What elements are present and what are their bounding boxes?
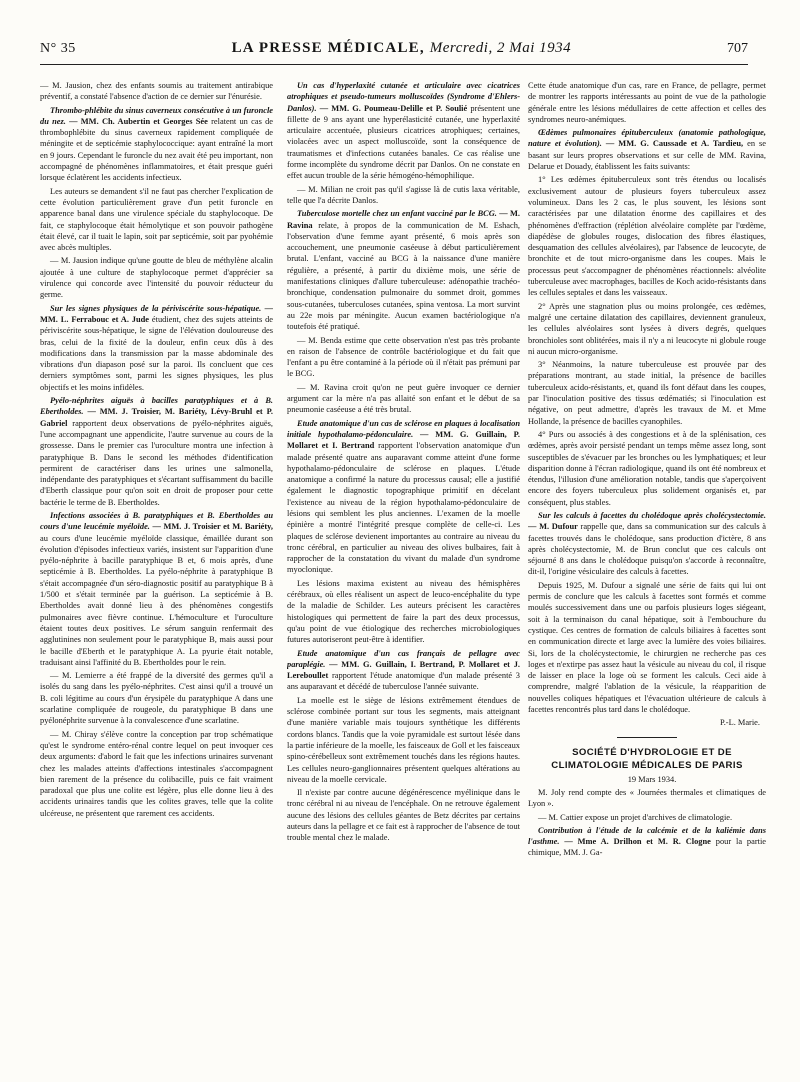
numbered-paragraph: 2° Après une stagnation plus ou moins prolongée, ces œdèmes, malgré une certaine dilatation des capillaires, deviennent granuleux, les cellules alvéolaires sont lysées à divers degrés, quelques bronchioles sont oblitérées, mais il n'y a ni leucocyte ni globule rouge ni aucun micro-organisme.	[528, 301, 766, 356]
paragraph: — M. Chiray s'élève contre la conception par trop schématique qu'est le syndrome entéro-rénal contre lequel on peut invoquer ces deux arguments: d'abord le fait que les infections urinaires survenant chez les malades atteints d'affections intestinales s'accompagnent bien rarement de la présence du colibacille, puis ce fait vraiment paradoxal que plus une colite est légère, plus elle donne lieu à des accidents urinaires tandis que les colites graves, telle que la colite ulcéreuse, ne présentent que rarement ces accidents.	[40, 729, 273, 818]
section-entry	[287, 648, 520, 693]
section-entry	[528, 825, 766, 859]
paragraph: — M. Benda estime que cette observation n'est pas très probante en raison de l'absence de contrôle bactériologique et du fait que l'enfant a pu être contaminé à la période où il n'était pas prémuni par le BCG.	[287, 335, 520, 379]
section-text: au cours d'une leucémie myéloïde classique, émaillée durant son évolution d'épisodes infectieux variés, insistent sur l'apparition d'une pyélo-néphrite à bacille paratyphique B et, 6 mois après, d'une septicémie à B. Ebertholdes. La pyélo-néphrite à paratyphique B s'était accompagnée d'un séro-diagnostic positif au paratyphique B à 1/500 et s'était terminée par la guérison. La septicémie à B. Ebertholdes avait donné lieu à des phénomènes congestifs pulmonaires avec fièvre continue. L'hémoculture et l'uroculture étaient toutes deux positives. Le sérum sanguin renfermait des agglutinines non seulement pour le paratyphique B, mais aussi pour le bacille d'Eberth et le paratyphique A. La pyurie était notable, traduisant ainsi l'affinité du B. Ebertholdes pour le rein.	[40, 533, 273, 667]
section-authors: — MM. Ch. Aubertin et Georges Sée	[69, 116, 208, 126]
section-title: Etude anatomique d'un cas français de pellagre avec paraplégie.	[287, 648, 520, 669]
paragraph: Il n'existe par contre aucune dégénérescence myélinique dans le tronc cérébral ni au niveau de l'encéphale. On ne retrouve également aucune des lésions des cellules géantes de Betz décrites par certains auteurs dans la pellagre et ce fait est à rapprocher de l'absence de tout trouble mental chez le malade.	[287, 788, 520, 843]
paragraph: — M. Cattier expose un projet d'archives de climatologie.	[538, 812, 733, 822]
section-text: étudient, chez des sujets atteints de périviscérite sous-hépatique, le signe de l'élévation douloureuse des bras, celui de la fixité de la douleur, enfin ceux dûs à des modifications dans la transmission par la masse abdominale des vibrations d'un diapason posé sur la paroi. Ils concluent que ces derniers symptômes sont, parmi les signes physiques, les plus objectifs et les moins infidèles.	[40, 314, 273, 392]
section-authors: — MM. G. Guillain, I. Bertrand, P. Mollaret et J. Lereboullet	[287, 659, 520, 681]
section-entry	[40, 303, 273, 393]
section-entry	[40, 510, 273, 668]
section-entry	[287, 80, 520, 182]
section-divider	[617, 737, 677, 738]
session-date: 19 Mars 1934.	[627, 774, 677, 784]
section-authors: — Mme A. Drilhon et M. R. Clogne	[564, 837, 711, 847]
section-text: rappelle que, dans sa communication sur des calculs à facettes trouvés dans le cholédoque, sans production d'ictère, 8 ans après cholécystectomie, M. de Brun conclut que ces calculs ont séjourné 8 ans dans le cholédoque puisqu'on s'accorde à reconnaître, dit-il, l'origine vésiculaire des calculs à facettes.	[528, 522, 766, 577]
section-title: Sur les calculs à facettes du cholédoque après cholécystectomie.	[538, 510, 766, 520]
section-entry	[40, 395, 273, 508]
paragraph: Les lésions maxima existent au niveau des hémisphères cérébraux, où elles réalisent un aspect de leuco-encéphalite du type de la maladie de Schilder. Les auteurs précisent les caractères histologiques qui permettent de faire la part des deux processus, qu'au point de vue étiologique des recherches microbiologiques futures autoriseront peut-être à identifier.	[287, 578, 520, 645]
section-authors: — MM. J. Troisier, M. Bariéty, Lévy-Bruhl et P. Gabriel	[40, 407, 273, 428]
paragraph: La moelle est le siège de lésions extrêmement étendues de sclérose combinée portant sur tous les segments, mais atteignant d'une manière variable mais toujours synthétique les différents cordons blancs. Tandis que la voie pyramidale est surtout lésée dans la partie inférieure de la moelle, les faisceaux de Goll et les faisceaux spino-cérébelleux sont extrêmement touchés dans les régions hautes. Les cellules neuro-ganglionnaires présentent quelques altérations au niveau de la moelle cervicale.	[287, 695, 520, 784]
signature: P.-L. Marie.	[719, 718, 760, 728]
section-title: Pyélo-néphrites aiguës à bacilles paratyphiques et à B. Ebertholdes.	[40, 396, 273, 417]
paragraph: Cette étude anatomique d'un cas, rare en France, de pellagre, permet de montrer les rapports intéressants au point de vue de la pathologie générale entre les lésions médullaires de cette affection et celles des syndromes neuro-anémiques.	[528, 81, 766, 124]
section-title: Thrombo-phlébite du sinus caverneux consécutive à un furoncle du nez.	[40, 105, 273, 126]
section-title: Etude anatomique d'un cas de sclérose en plaques à localisation initiale hypothalamo-pédonculaire.	[287, 418, 520, 439]
section-text: rapportent deux observations de pyélo-néphrites aiguës, l'une accompagnant une appendicite, l'autre survenue au cours de la grossesse. Dans le premier cas l'uroculture montra une infection à paratyphique B. Dans le second les méthodes d'identification permirent de caractériser dans les urines une salmonella, indépendante des paratyphiques et s'écartant suffisamment du bacille d'Eberth classique pour qu'on soit en droit de proposer pour cette bactérie le terme de B. Ebertholdes.	[40, 418, 273, 507]
section-title: Un cas d'hyperlaxité cutanée et articulaire avec cicatrices atrophiques et pseudo-tumeurs molluscoïdes (Syndrome d'Ehlers-Danlos).	[287, 81, 520, 113]
section-title: Contribution à l'étude de la calcémie et de la kaliémie dans l'asthme.	[528, 825, 766, 847]
section-text: présentent une fillette de 9 ans ayant une hyperélasticité cutanée, une hyperlaxité articulaire accentuée, plusieurs cicatrices atrophiques; certaines, violacées avec un aspect molluscoïde, sont la conséquence de traumatismes et d'infections cutanées banales. Ce cas réalise une forme incomplète du syndrome décrit par Danlos. On ne constate en effet aucun trouble de la série hémogéno-hémophilique.	[287, 103, 520, 181]
numbered-paragraph: 1° Les œdèmes épituberculeux sont très étendus ou localisés exclusivement autour de plusieurs foyers tuberculeux assez volumineux. Dans les 2 cas, le plus souvent, les lésions sont caractérisées par une dilatation énorme des capillaires et des phénomènes d'effraction (réplétion alvéolaire complète par l'œdème, diapédèse de globules rouges, dislocation des fibres élastiques, desquamation des cellules alvéolaires), par l'absence de leucocyte, de bronchite et de tout micro-organisme dans les coupes. Mais le processus peut s'accompagner de phénomènes réactionnels: alvéolite tuberculeuse avec macrophages, bacilles de Koch acido-résistants dans les cellules septales et dans les vaisseaux.	[528, 175, 766, 298]
column-middle	[287, 80, 520, 1070]
section-text: rapportent l'observation anatomique d'un malade présenté quatre ans auparavant comme atteint d'une forme hypothalamo-pédonculaire de sclérose en plaques. L'étude anatomique a confirmé la nature du processus causal; elle a justifié également le diagnostic topographique primitif en décelant l'existence au niveau de la région hypothalamo-pédonculaire de lésions qui semblent les plus anciennes. L'examen de la moelle épinière a montré l'intégrité presque complète de celle-ci. Les plaques de sclérose devienent importantes au contraire au niveau du tronc cérébral, en particulier au niveau des olives bulbaires, fait à rapprocher de la constatation du vivant du malade d'un syndrome myoclonique.	[287, 441, 520, 575]
section-text: relate, à propos de la communication de M. Eshach, l'observation d'une femme ayant présenté, 6 mois après son accouchement, une pneumonie caséeuse à début particulièrement brutal. L'enfant, vacciné au BCG à la naissance d'une manière régulière, a présenté, à partir du dixième mois, une série de manifestations cliniques d'allure tuberculeuse: adénopathie trachéo-bronchique, condensation pulmonaire du sommet droit, gommes sous-cutanées, tuberculoses cutanées, spina ventosa. La mort survint au 22e mois par méningite. Aucun examen bactériologique n'a toutefois été pratiqué.	[287, 220, 520, 332]
paragraph: — M. Jausion, chez des enfants soumis au traitement antirabique préventif, a constaté l'absence d'action de ce dernier sur l'énurésie.	[40, 81, 273, 102]
section-title: Sur les signes physiques de la périviscérite sous-hépatique.	[50, 303, 262, 313]
paragraph: Les auteurs se demandent s'il ne faut pas chercher l'explication de cette évolution particulièrement grave d'un petit furoncle en apparence banal dans une virulence spéciale du staphylocoque. De fait, ce staphylocoque était hémolytique et son pouvoir pathogène était élevé, car il tuait le lapin, soit par septicémie, soit par pyohémie avec abcès multiples.	[40, 186, 273, 253]
section-entry	[40, 105, 273, 184]
journal-title	[232, 40, 572, 57]
paragraph: — M. Jausion indique qu'une goutte de bleu de méthylène alcalin ajoutée à une culture de staphylocoque permet d'apprécier sa virulence qui concorde avec l'intensité du pouvoir réducteur du germe.	[40, 256, 273, 300]
section-text: rapportent l'étude anatomique d'un malade présenté 3 ans auparavant et décédé de tuberculose l'année suivante.	[287, 671, 520, 692]
paragraph: — M. Lemierre a été frappé de la diversité des germes qu'il a isolés du sang dans les pyélo-néphrites. C'est ainsi qu'il a trouvé un B. coli légitime au cours d'un érysipèle du paratyphique A dans une scarlatine compliquée de rougeole, du paratyphique B dans une pyélonéphrite survenue à la convalescence d'une scarlatine.	[40, 671, 273, 726]
section-entry	[287, 418, 520, 576]
section-authors: — MM. G. Caussade et A. Tardieu,	[605, 139, 744, 149]
section-title: Infections associées à B. paratyphiques et B. Ebertholdes au cours d'une leucémie myéloïde.	[40, 510, 273, 532]
journal-name: LA PRESSE MÉDICALE,	[231, 40, 425, 56]
page-number: 707	[727, 41, 748, 56]
section-authors: — M. Ravina	[287, 209, 520, 230]
numbered-paragraph: 3° Néanmoins, la nature tuberculeuse est prouvée par des préparations montrant, au stade initial, la présence de bacilles tuberculeux acido-résistants, et, quand ils font défaut dans les coupes, par l'inoculation positive des tissus œdématiés; si l'inoculation est négative, on peut admettre, d'après les travaux de M. et Mme Hollande, la présence de bacilles cyanophiles.	[528, 360, 766, 426]
section-title: Tuberculose mortelle chez un enfant vacciné par le BCG.	[297, 209, 497, 219]
header-rule	[40, 64, 748, 65]
section-text: en se basant sur leurs propres observations et sur celle de MM. Ravina, Delarue et Douady, établissent les faits suivants:	[528, 139, 766, 172]
section-title: Œdèmes pulmonaires épituberculeux (anatomie pathologique, nature et évolution).	[528, 128, 766, 149]
section-entry	[528, 127, 766, 172]
section-authors: — M. Dufour	[528, 522, 578, 532]
section-authors: — MM. G. Poumeau-Delille et P. Soulié	[319, 103, 468, 113]
section-entry	[528, 510, 766, 578]
paragraph: — M. Ravina croit qu'on ne peut guère invoquer ce dernier argument car la mère n'a pas allaité son enfant et le début de sa pneumonie caséeuse a été très brutal.	[287, 382, 520, 415]
section-text: relatent un cas de thrombophlébite du sinus caverneux rapidement compliquée de méningite et de septicémie staphylococcique: ayant entraîné la mort en 9 jours. Cependant le furoncle du nez avait été peu important, non accompagné de phénomènes inflammatoires, et était presque guéri lorsque éclatèrent les accidents infectieux.	[40, 116, 273, 183]
society-heading: SOCIÉTÉ D'HYDROLOGIE ET DE CLIMATOLOGIE MÉDICALES DE PARIS	[551, 746, 743, 771]
paragraph: — M. Milian ne croit pas qu'il s'agisse là de cutis laxa véritable, telle que l'a décrite Danlos.	[287, 184, 520, 205]
section-entry	[287, 208, 520, 332]
section-authors: — MM. J. Troisier et M. Bariéty,	[152, 522, 273, 532]
column-left	[40, 80, 273, 1070]
issue-date: Mercredi, 2 Mai 1934	[429, 40, 572, 56]
issue-number: N° 35	[40, 41, 76, 56]
numbered-paragraph: 4° Purs ou associés à des congestions et à de la splénisation, ces œdèmes, après avoir persisté pendant un temps même assez long, sont susceptibles de s'évacuer par les bronches ou les lymphatiques; et leur disparition donne à l'écran radiologique, quand ils ont été nombreux et étendus, l'illusion d'une amélioration notable, tandis que s'aperçoivent encore des foyers tuberculeux plus solidement organisés et, par conséquent, plus stables.	[528, 429, 766, 507]
section-authors: — MM. G. Guillain, P. Mollaret et I. Bertrand	[287, 429, 520, 451]
section-authors: — MM. L. Ferrabouc et A. Jude	[40, 303, 273, 324]
paragraph: Depuis 1925, M. Dufour a signalé une série de faits qui lui ont permis de conclure que les calculs à facettes sont formés et comme moulés successivement dans une ou parfois plusieurs loges siégeant, soit à la terminaison du canal hépatique, soit à l'embouchure du cystique. Ces centres de formation de calculs biliaires à facettes sont en communication directe et large avec la lumière des voies biliaires. Si, lors de la cholécystectomie, le chirurgien ne recherche pas ces loges et n'extirpe pas assez haut la vésicule au niveau du col, il risque de laisser en place la loge où se forment les calculs. Ceci aide à comprendre, malgré l'ablation de la vésicule, la réapparition de nouvelles coliques hépatiques et l'évacuation ultérieure de calculs à facettes rencontrés plus tard dans le cholédoque.	[528, 580, 766, 715]
section-text: pour la partie chimique, MM. J. Ga-	[528, 837, 766, 858]
paragraph: M. Joly rend compte des « Journées thermales et climatiques de Lyon ».	[528, 787, 766, 809]
column-right	[528, 80, 766, 1070]
page-header	[40, 40, 748, 62]
